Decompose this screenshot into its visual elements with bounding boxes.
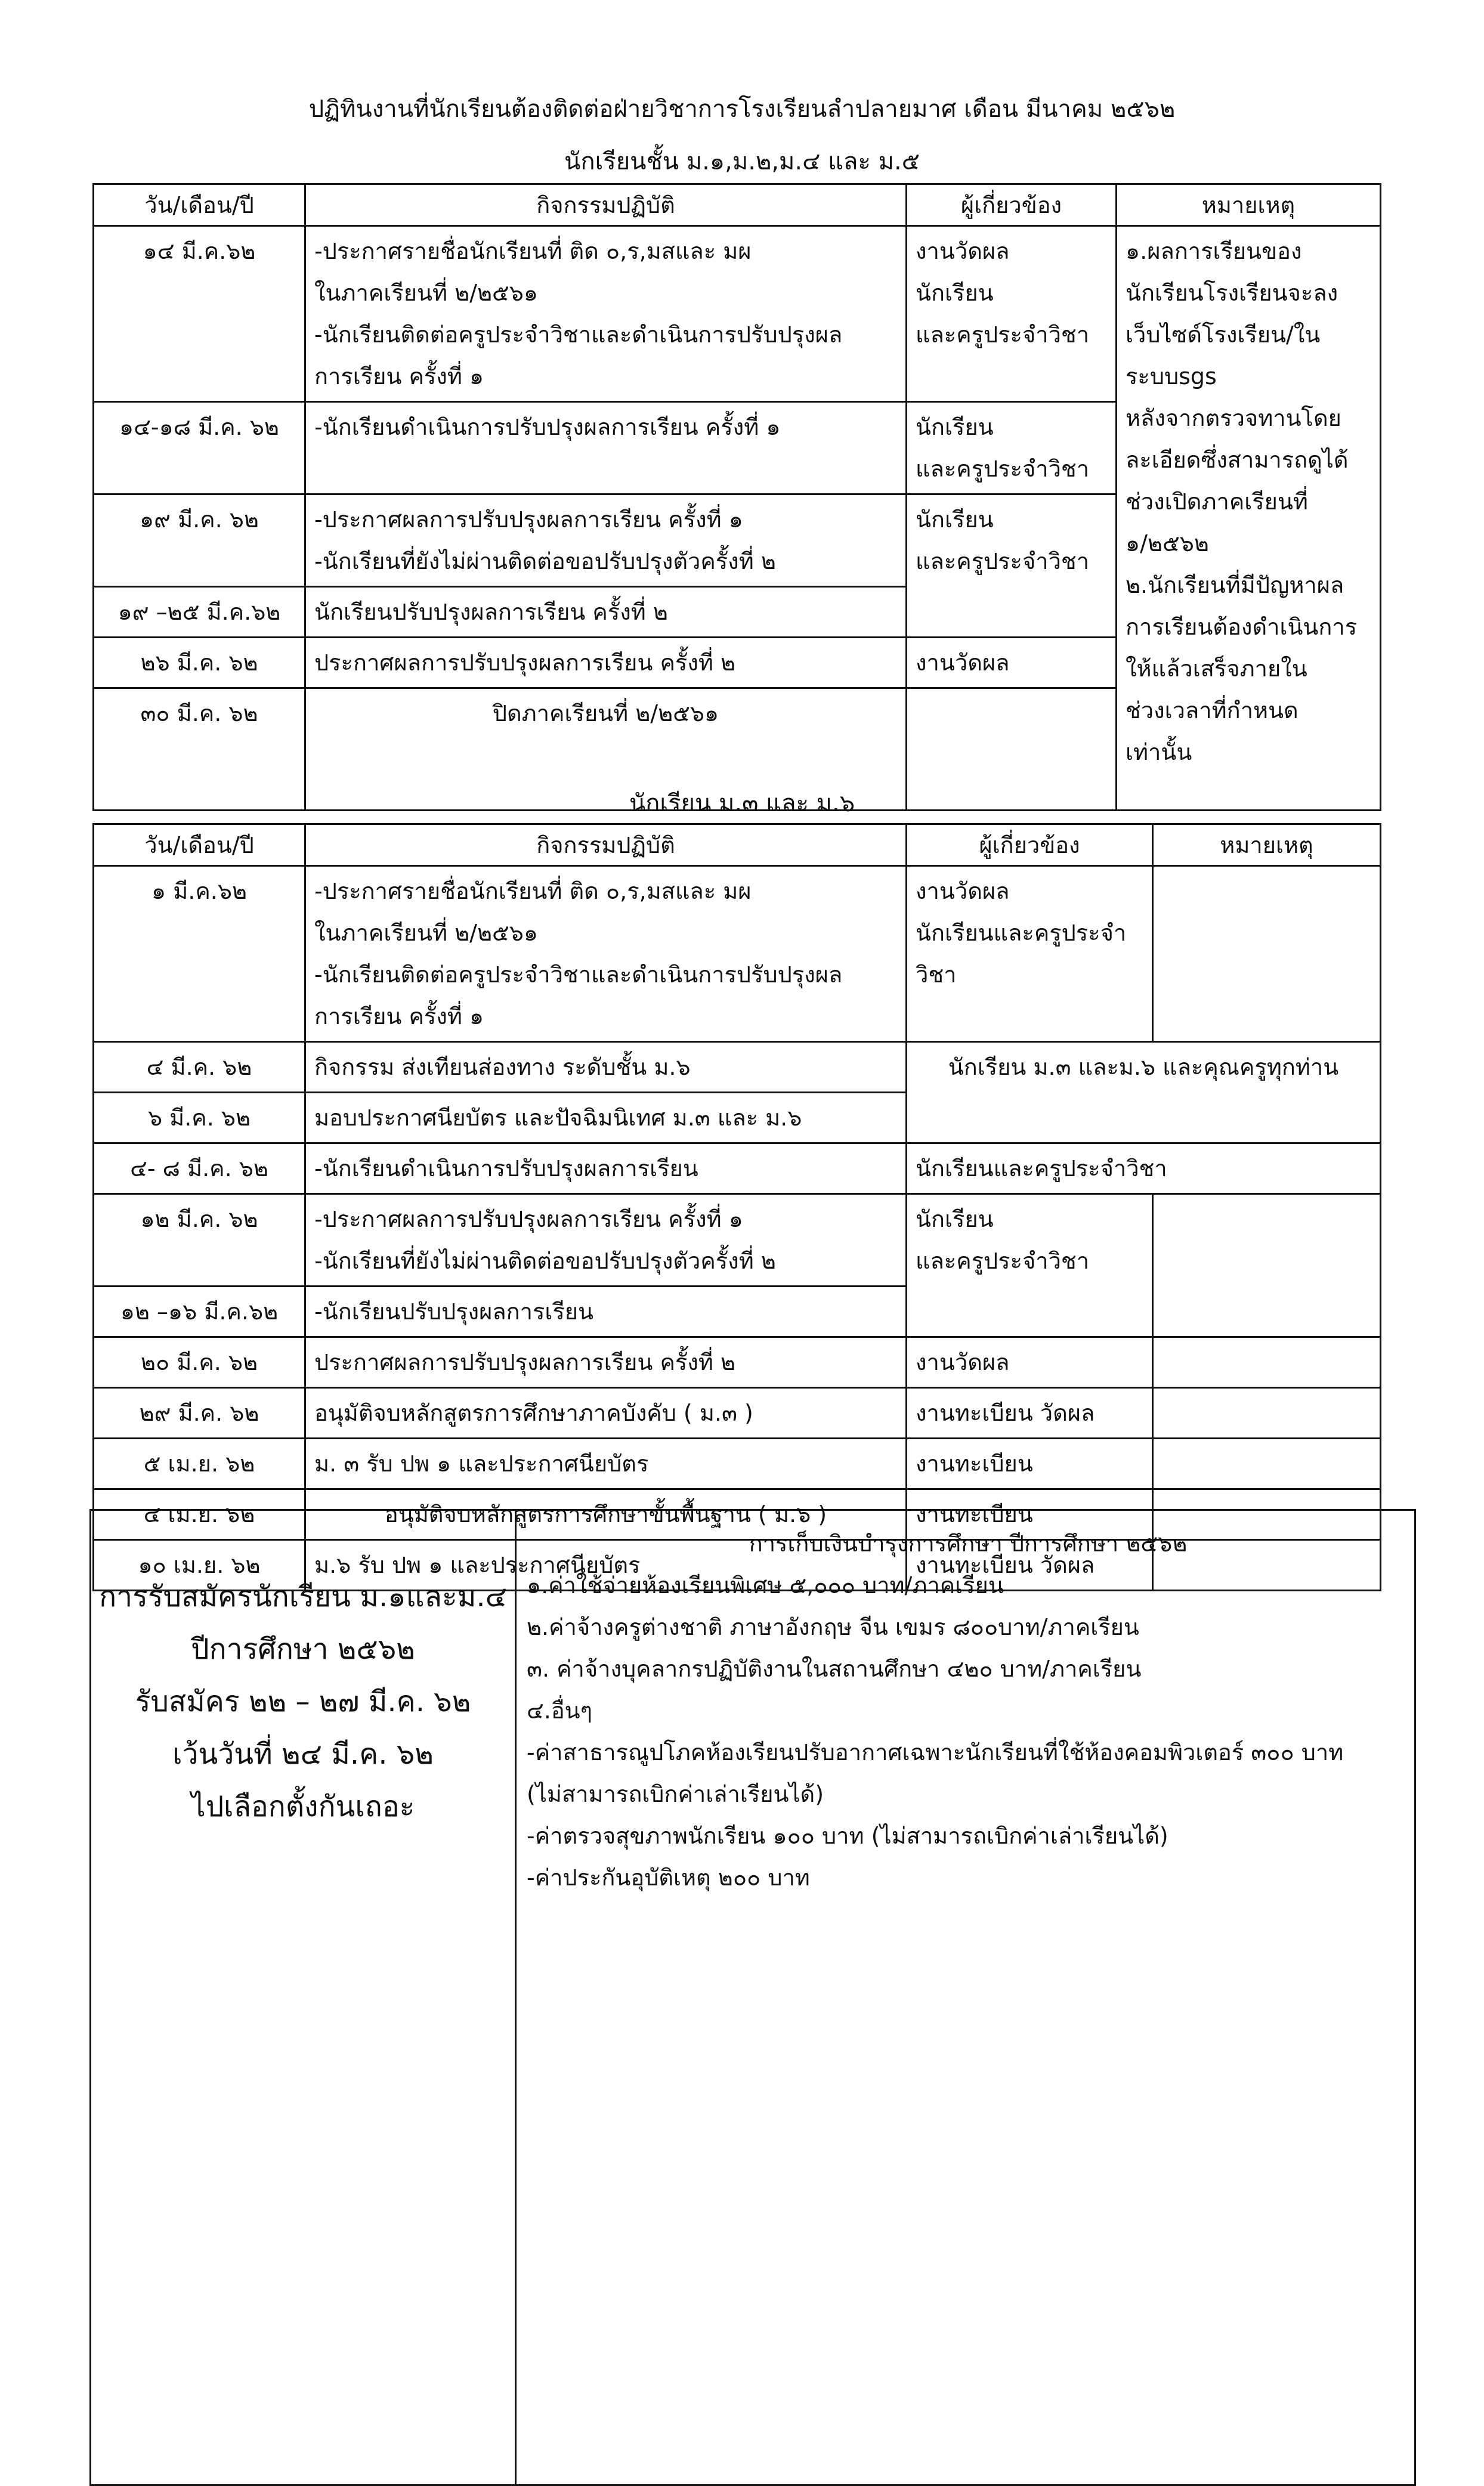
admission-line: ไปเลือกตั้งกันเถอะ	[191, 1790, 415, 1823]
remark-line: เว็บไซด์โรงเรียน/ใน	[1126, 321, 1321, 348]
activity-line: -นักเรียนติดต่อครูประจำวิชาและดำเนินการปรับปรุงผล	[314, 321, 843, 348]
date-cell: ๔- ๘ มี.ค. ๖๒	[94, 1143, 305, 1194]
activity-cell	[305, 226, 907, 402]
fee-item: -ค่าตรวจสุขภาพนักเรียน ๑๐๐ บาท (ไม่สามารถเบิกค่าเล่าเรียนได้)	[527, 1823, 1168, 1849]
responsible-line: งานวัดผล	[916, 650, 1010, 676]
responsible-cell	[907, 1439, 1153, 1489]
responsible-line: งานทะเบียน วัดผล	[916, 1400, 1095, 1426]
activity-line: ปิดภาคเรียนที่ ๒/๒๕๖๑	[492, 700, 719, 726]
divider	[515, 1511, 517, 2484]
activity-cell	[305, 866, 907, 1042]
admission-line: ปีการศึกษา ๒๕๖๒	[191, 1632, 415, 1666]
responsible-line: นักเรียนและครูประจำวิชา	[916, 1155, 1167, 1182]
responsible-line: นักเรียน	[916, 280, 994, 306]
activity-cell	[305, 1287, 907, 1337]
fee-item: -ค่าประกันอุบัติเหตุ ๒๐๐ บาท	[527, 1864, 810, 1891]
remark-cell	[1153, 866, 1381, 1042]
remark-cell	[1153, 1337, 1381, 1388]
schedule-table-1	[92, 183, 1381, 811]
document-title: ปฏิทินงานที่นักเรียนต้องติดต่อฝ่ายวิชาการโรงเรียนลำปลายมาศ เดือน มีนาคม ๒๕๖๒	[308, 95, 1176, 123]
schedule-table-2	[92, 823, 1381, 1591]
table-row	[94, 1194, 1381, 1287]
activity-line: -นักเรียนดำเนินการปรับปรุงผลการเรียน	[314, 1155, 698, 1182]
table-row	[94, 1143, 1381, 1194]
activity-line: ประกาศผลการปรับปรุงผลการเรียน ครั้งที่ ๒	[314, 650, 736, 676]
date-cell: ๔ เม.ย. ๖๒	[94, 1489, 305, 1540]
fee-item: ๒.ค่าจ้างครูต่างชาติ ภาษาอังกฤษ จีน เขมร ๘๐๐บาท/ภาคเรียน	[527, 1614, 1139, 1640]
fee-item: ๑.ค่าใช้จ่ายห้องเรียนพิเศษ ๕,๐๐๐ บาท/ภาคเรียน	[527, 1572, 1004, 1598]
activity-line: ในภาคเรียนที่ ๒/๒๕๖๑	[314, 280, 539, 306]
table-header-row	[94, 184, 1381, 226]
activity-cell	[305, 587, 907, 638]
activity-line: ม. ๓ รับ ปพ ๑ และประกาศนียบัตร	[314, 1451, 649, 1477]
responsible-cell	[907, 638, 1117, 688]
activity-cell	[305, 1337, 907, 1388]
date-cell: ๒๐ มี.ค. ๖๒	[94, 1337, 305, 1388]
remark-cell	[1153, 1194, 1381, 1337]
remark-line: เท่านั้น	[1126, 739, 1192, 765]
date-cell: ๑๒ มี.ค. ๖๒	[94, 1194, 305, 1287]
remark-cell	[1117, 226, 1381, 811]
responsible-line: และครูประจำวิชา	[916, 548, 1090, 574]
activity-line: อนุมัติจบหลักสูตรการศึกษาขั้นพื้นฐาน ( ม.๖ )	[384, 1501, 827, 1528]
responsible-line: นักเรียนและครูประจำ	[916, 920, 1127, 946]
date-cell: ๑๙ –๒๕ มี.ค.๖๒	[94, 587, 305, 638]
date-cell: ๑๔ มี.ค.๖๒	[94, 226, 305, 402]
activity-line: กิจกรรม ส่งเทียนส่องทาง ระดับชั้น ม.๖	[314, 1054, 691, 1080]
admission-line: รับสมัคร ๒๒ – ๒๗ มี.ค. ๖๒	[135, 1685, 471, 1718]
remark-line: ช่วงเปิดภาคเรียนที่	[1126, 488, 1308, 515]
responsible-cell	[907, 1042, 1381, 1143]
responsible-line: วิชา	[916, 961, 957, 988]
bottom-info-box	[89, 1509, 1416, 2486]
remark-cell	[1153, 1439, 1381, 1489]
responsible-line: และครูประจำวิชา	[916, 456, 1090, 482]
column-header-remark: หมายเหตุ	[1117, 184, 1381, 226]
activity-cell	[305, 1143, 907, 1194]
date-cell: ๑๐ เม.ย. ๖๒	[94, 1540, 305, 1591]
remark-line: หลังจากตรวจทานโดย	[1126, 405, 1341, 431]
date-cell: ๓๐ มี.ค. ๖๒	[94, 688, 305, 811]
admission-line: การรับสมัครนักเรียน ม.๑และม.๔	[99, 1580, 507, 1613]
column-header-activity: กิจกรรมปฏิบัติ	[305, 824, 907, 866]
fees-section	[527, 1523, 1409, 1898]
remark-line: ๑.ผลการเรียนของ	[1126, 238, 1302, 264]
remark-line: ระบบsgs	[1126, 363, 1217, 389]
remark-line: ๑/๒๕๖๒	[1126, 530, 1209, 556]
activity-line: ม.๖ รับ ปพ ๑ และประกาศนียบัตร	[314, 1552, 641, 1578]
remark-line: ช่วงเวลาที่กำหนด	[1126, 697, 1298, 723]
activity-line: การเรียน ครั้งที่ ๑	[314, 1003, 484, 1029]
table-header-row	[94, 824, 1381, 866]
activity-cell	[305, 1093, 907, 1143]
responsible-line: และครูประจำวิชา	[916, 1248, 1090, 1274]
activity-line: -ประกาศรายชื่อนักเรียนที่ ติด ๐,ร,มสและ มผ	[314, 238, 752, 264]
section-title-grade-1-2-4-5: นักเรียนชั้น ม.๑,ม.๒,ม.๔ และ ม.๕	[564, 148, 920, 175]
activity-line: -ประกาศรายชื่อนักเรียนที่ ติด ๐,ร,มสและ มผ	[314, 878, 752, 904]
column-header-responsible: ผู้เกี่ยวข้อง	[907, 184, 1117, 226]
activity-line: -ประกาศผลการปรับปรุงผลการเรียน ครั้งที่ ๑	[314, 506, 743, 533]
responsible-line: งานทะเบียน	[916, 1501, 1033, 1528]
fees-title: การเก็บเงินบำรุงการศึกษา ปีการศึกษา ๒๕๖๒	[749, 1530, 1188, 1557]
date-cell: ๒๙ มี.ค. ๖๒	[94, 1388, 305, 1439]
date-cell: ๒๖ มี.ค. ๖๒	[94, 638, 305, 688]
responsible-cell	[907, 1388, 1153, 1439]
activity-line: -นักเรียนปรับปรุงผลการเรียน	[314, 1298, 594, 1325]
fee-item: -ค่าสาธารณูปโภคห้องเรียนปรับอากาศเฉพาะนักเรียนที่ใช้ห้องคอมพิวเตอร์ ๓๐๐ บาท	[527, 1739, 1344, 1765]
table-row	[94, 1388, 1381, 1439]
activity-cell	[305, 638, 907, 688]
column-header-responsible: ผู้เกี่ยวข้อง	[907, 824, 1153, 866]
responsible-line: งานวัดผล	[916, 1349, 1010, 1375]
activity-line: -นักเรียนติดต่อครูประจำวิชาและดำเนินการปรับปรุงผล	[314, 961, 843, 988]
date-cell: ๔ มี.ค. ๖๒	[94, 1042, 305, 1093]
activity-line: -ประกาศผลการปรับปรุงผลการเรียน ครั้งที่ ๑	[314, 1206, 743, 1232]
responsible-cell	[907, 866, 1153, 1042]
responsible-line: งานวัดผล	[916, 238, 1010, 264]
date-cell: ๖ มี.ค. ๖๒	[94, 1093, 305, 1143]
activity-cell	[305, 1194, 907, 1287]
date-cell: ๑ มี.ค.๖๒	[94, 866, 305, 1042]
responsible-cell	[907, 1143, 1381, 1194]
responsible-line: งานทะเบียน วัดผล	[916, 1552, 1095, 1578]
activity-line: นักเรียนปรับปรุงผลการเรียน ครั้งที่ ๒	[314, 599, 668, 625]
activity-cell	[305, 494, 907, 587]
responsible-line: งานวัดผล	[916, 878, 1010, 904]
column-header-activity: กิจกรรมปฏิบัติ	[305, 184, 907, 226]
responsible-cell	[907, 1337, 1153, 1388]
responsible-line: นักเรียน	[916, 414, 994, 440]
activity-line: การเรียน ครั้งที่ ๑	[314, 363, 484, 389]
responsible-cell	[907, 494, 1117, 638]
activity-cell	[305, 1388, 907, 1439]
remark-cell	[1153, 1388, 1381, 1439]
admission-notice	[91, 1570, 515, 1833]
responsible-line: งานทะเบียน	[916, 1451, 1033, 1477]
column-header-date: วัน/เดือน/ปี	[94, 824, 305, 866]
admission-line: เว้นวันที่ ๒๔ มี.ค. ๖๒	[172, 1737, 434, 1771]
responsible-line: นักเรียน ม.๓ และม.๖ และคุณครูทุกท่าน	[948, 1054, 1339, 1080]
activity-line: ประกาศผลการปรับปรุงผลการเรียน ครั้งที่ ๒	[314, 1349, 736, 1375]
date-cell: ๑๔-๑๘ มี.ค. ๖๒	[94, 402, 305, 494]
table-row	[94, 1042, 1381, 1093]
remark-line: นักเรียนโรงเรียนจะลง	[1126, 280, 1338, 306]
table-row	[94, 1337, 1381, 1388]
column-header-remark: หมายเหตุ	[1153, 824, 1381, 866]
table-row	[94, 226, 1381, 402]
fee-item: ๔.อื่นๆ	[527, 1697, 593, 1724]
responsible-cell	[907, 402, 1117, 494]
remark-line: ให้แล้วเสร็จภายใน	[1126, 655, 1307, 682]
activity-cell	[305, 1439, 907, 1489]
activity-line: อนุมัติจบหลักสูตรการศึกษาภาคบังคับ ( ม.๓ )	[314, 1400, 753, 1426]
responsible-line: นักเรียน	[916, 1206, 994, 1232]
fee-item: (ไม่สามารถเบิกค่าเล่าเรียนได้)	[527, 1781, 824, 1807]
activity-cell	[305, 1042, 907, 1093]
responsible-line: นักเรียน	[916, 506, 994, 533]
section-title-grade-3-6: นักเรียน ม.๓ และ ม.๖	[629, 790, 855, 817]
remark-line: ละเอียดซึ่งสามารถดูได้	[1126, 447, 1349, 473]
date-cell: ๑๙ มี.ค. ๖๒	[94, 494, 305, 587]
responsible-cell	[907, 1194, 1153, 1337]
responsible-cell	[907, 226, 1117, 402]
date-cell: ๕ เม.ย. ๖๒	[94, 1439, 305, 1489]
table-row	[94, 866, 1381, 1042]
table-row	[94, 1439, 1381, 1489]
activity-line: -นักเรียนที่ยังไม่ผ่านติดต่อขอปรับปรุงตัวครั้งที่ ๒	[314, 1248, 776, 1274]
activity-line: -นักเรียนที่ยังไม่ผ่านติดต่อขอปรับปรุงตัวครั้งที่ ๒	[314, 548, 776, 574]
column-header-date: วัน/เดือน/ปี	[94, 184, 305, 226]
remark-line: การเรียนต้องดำเนินการ	[1126, 614, 1358, 640]
activity-line: ในภาคเรียนที่ ๒/๒๕๖๑	[314, 920, 539, 946]
responsible-line: และครูประจำวิชา	[916, 321, 1090, 348]
activity-cell	[305, 402, 907, 494]
activity-line: มอบประกาศนียบัตร และปัจฉิมนิเทศ ม.๓ และ ม.๖	[314, 1105, 802, 1131]
remark-line: ๒.นักเรียนที่มีปัญหาผล	[1126, 572, 1344, 598]
activity-line: -นักเรียนดำเนินการปรับปรุงผลการเรียน ครั้งที่ ๑	[314, 414, 781, 440]
fee-item: ๓. ค่าจ้างบุคลากรปฏิบัติงานในสถานศึกษา ๔๒๐ บาท/ภาคเรียน	[527, 1656, 1142, 1682]
date-cell: ๑๒ –๑๖ มี.ค.๖๒	[94, 1287, 305, 1337]
